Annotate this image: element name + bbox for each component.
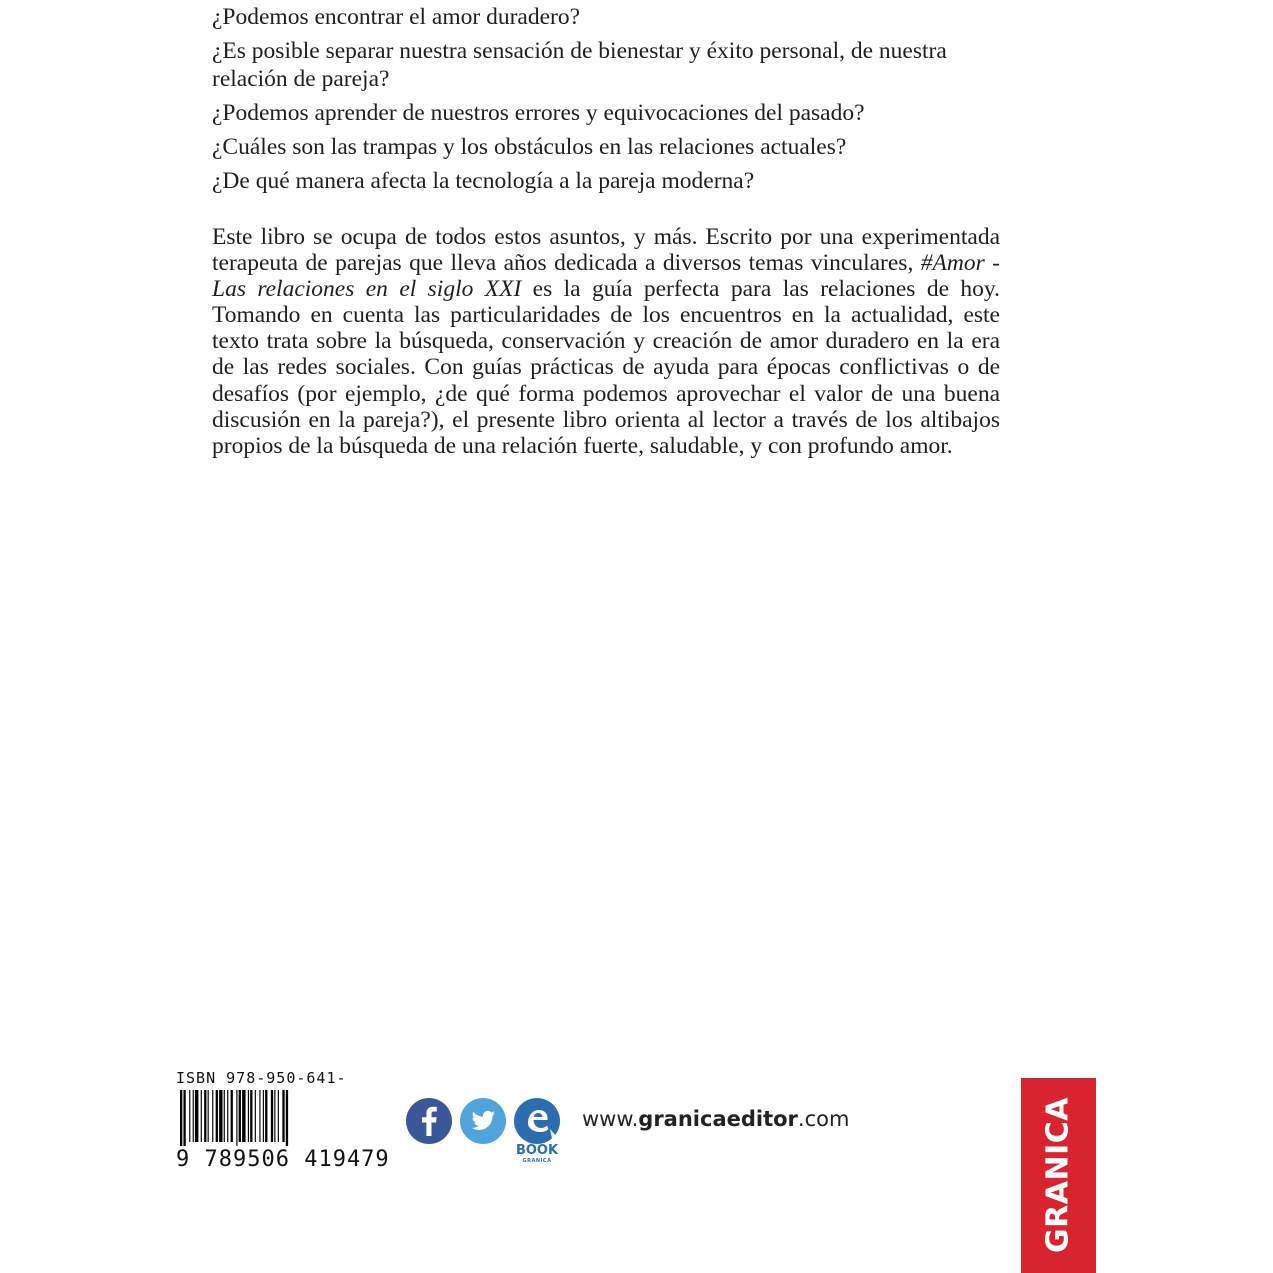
question-item: ¿Podemos aprender de nuestros errores y equivocaciones del pasado? [212,100,865,126]
twitter-icon[interactable] [460,1098,506,1144]
website-domain: granicaeditor [638,1107,798,1131]
publisher-name: GRANICA [1040,1097,1076,1253]
website-suffix: .com [797,1107,850,1131]
question-item: ¿Podemos encontrar el amor duradero? [212,4,581,30]
barcode [178,1090,388,1146]
facebook-icon[interactable] [406,1098,452,1144]
question-item: ¿Cuáles son las trampas y los obstáculos en las relaciones actuales? [212,134,847,160]
question-item: ¿Es posible separar nuestra sensación de bienestar y éxito personal, de nuestra relación de pareja? [212,38,947,92]
barcode-digits: 9 789506 419479 [176,1147,390,1172]
website-link[interactable] [582,1107,849,1131]
description-body: es la guía perfecta para las relaciones de hoy. Tomando en cuenta las particularidades de los encuentros en la actualidad, este texto trata sobre la búsqueda, conservación y creación de amor duradero en la era de las redes sociales. Con guías prácticas de ayuda para épocas conflictivas o de desafíos (por ejemplo, ¿de qué forma podemos aprovechar el valor de una buena discusión en la pareja?), el presente libro orienta al lector a través de los altibajos propios de la búsqueda de una relación fuerte, saludable, y con profundo amor. [212,276,1000,459]
book-title: #Amor - Las relaciones en el siglo XXI [212,250,1000,303]
publisher-logo [1021,1078,1096,1273]
book-description [212,224,1000,459]
ebook-label: BOOK [515,1143,559,1158]
isbn-label: ISBN 978-950-641- [176,1069,347,1087]
website-prefix: www. [582,1107,639,1131]
description-intro: Este libro se ocupa de todos estos asuntos, y más. Escrito por una experimentada terapeuta de parejas que lleva años dedicada a diversos temas vinculares, [212,224,1000,277]
question-item: ¿De qué manera afecta la tecnología a la pareja moderna? [212,168,755,194]
ebook-sublabel: GRANICA [522,1158,552,1164]
ebook-icon[interactable] [514,1098,560,1144]
questions-list [212,0,1012,201]
